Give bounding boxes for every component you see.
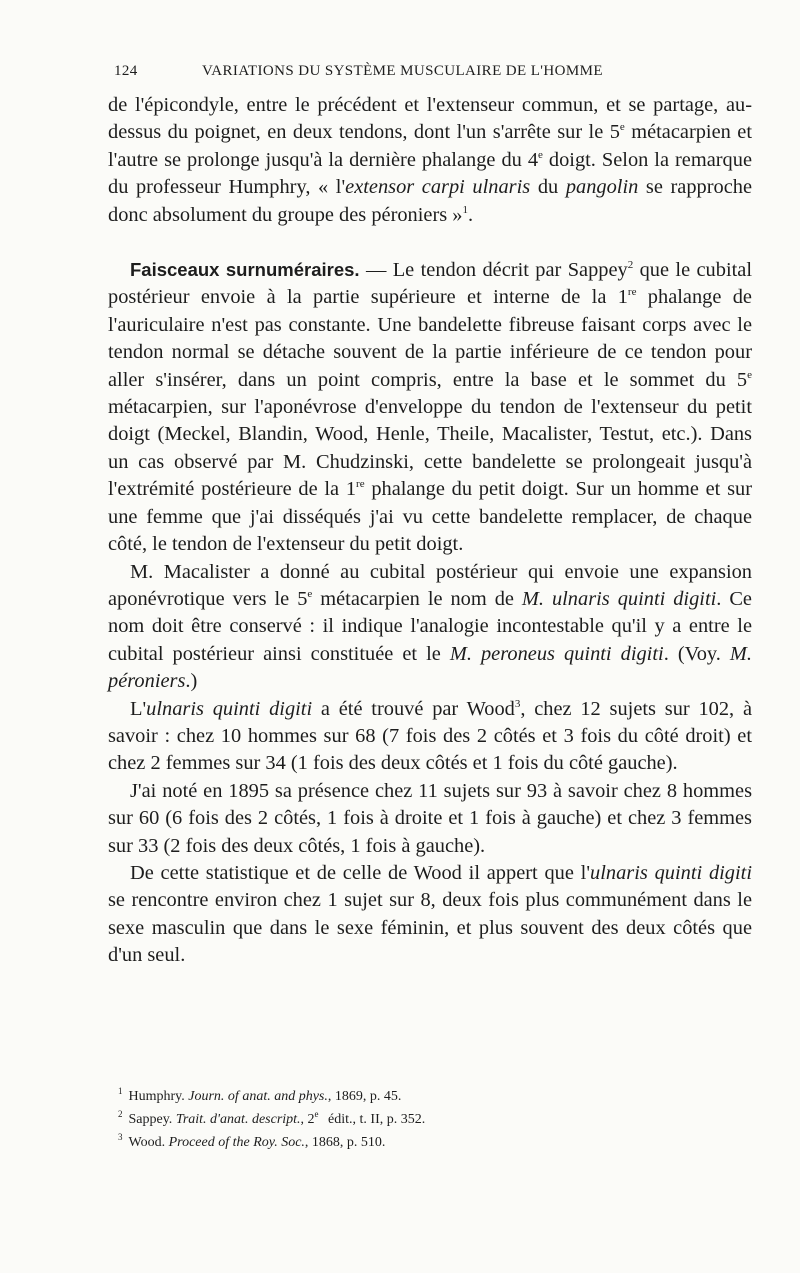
footnote: $^2$ Sappey. Trait. d'anat. descript., 2e édit., t. II, p. 352. bbox=[118, 1109, 426, 1127]
section-heading: Faisceaux surnuméraires. bbox=[130, 259, 360, 281]
paragraph-statistique: De cette statistique et de celle de Wood il appert que l'ulnaris quinti digiti se rencontre environ chez 1 sujet sur 8, deux fois plus communément dans le sexe masculin que dans le sexe féminin, et plus souvent des deux côtés que d'un seul. bbox=[108, 861, 752, 967]
paragraph-faisceaux: Faisceaux surnuméraires. — Le tendon décrit par Sappey$^2$ que le cubital postérieur envoie à la partie supérieure et interne de la 1re phalange de l'auriculaire n'est pas constante. Une bandelette fibreuse faisant corps avec le tendon normal se détache souvent de la partie inférieure de ce tendon pour aller s'insérer, dans un point compris, entre la base et le sommet du 5e métacarpien, sur l'aponévrose d'enveloppe du tendon de l'extenseur du petit doigt (Meckel, Blandin, Wood, Henle, Theile, Macalister, Testut, etc.). Dans un cas observé par M. Chudzinski, cette bandelette se prolongeait jusqu'à l'extrémité postérieure de la 1re phalange du petit doigt. Sur un homme et sur une femme que j'ai disséqués j'ai vu cette bandelette remplacer, de chaque côté, le tendon de l'extenseur du petit doigt. bbox=[108, 259, 752, 556]
footnote-ref-2: 2 bbox=[627, 259, 634, 272]
paragraph-1895: J'ai noté en 1895 sa présence chez 11 sujets sur 93 à savoir chez 8 hommes sur 60 (6 fois des 2 côtés, 1 fois à droite et 1 fois à gauche) et chez 3 femmes sur 33 (2 fois des deux côtés, 1 fois à gauche). bbox=[108, 779, 752, 857]
footnotes bbox=[118, 1085, 738, 1154]
paragraph-wood: L'ulnaris quinti digiti a été trouvé par Wood$^3$, chez 12 sujets sur 102, à savoir : chez 10 hommes sur 68 (7 fois des 2 côtés et 3 fois du côté droit) et chez 2 femmes sur 34 (1 fois des deux côtés et 1 fois du côté gauche). bbox=[108, 697, 752, 775]
page-number: 124 bbox=[114, 63, 138, 79]
paragraph-continuation: de l'épicondyle, entre le précédent et l'extenseur commun, et se partage, au-dessus du poignet, en deux tendons, dont l'un s'arrête sur le 5e métacarpien et l'autre se prolonge jusqu'à la dernière phalange du 4e doigt. Selon la remarque du professeur Humphry, « l'extensor carpi ulnaris du pangolin se rapproche donc absolument du groupe des péroniers »$^1$. bbox=[108, 94, 752, 226]
running-title: VARIATIONS DU SYSTÈME MUSCULAIRE DE L'HOMME bbox=[202, 63, 603, 79]
footnote: $^1$ Humphry. Journ. of anat. and phys., 1869, p. 45. bbox=[118, 1086, 402, 1104]
paragraph-macalister: M. Macalister a donné au cubital postérieur qui envoie une expansion aponévrotique vers le 5e métacarpien le nom de M. ulnaris quinti digiti. Ce nom doit être conservé : il indique l'analogie incontestable qu'il y a entre le cubital postérieur ainsi constituée et le M. peroneus quinti digiti. (Voy. M. péroniers.) bbox=[108, 560, 753, 693]
footnote: $^3$ Wood. Proceed of the Roy. Soc., 1868, p. 510. bbox=[118, 1132, 386, 1150]
footnote-ref-3: 3 bbox=[514, 697, 521, 710]
footnote-ref-1: 1 bbox=[462, 203, 468, 216]
body-text bbox=[108, 92, 752, 970]
